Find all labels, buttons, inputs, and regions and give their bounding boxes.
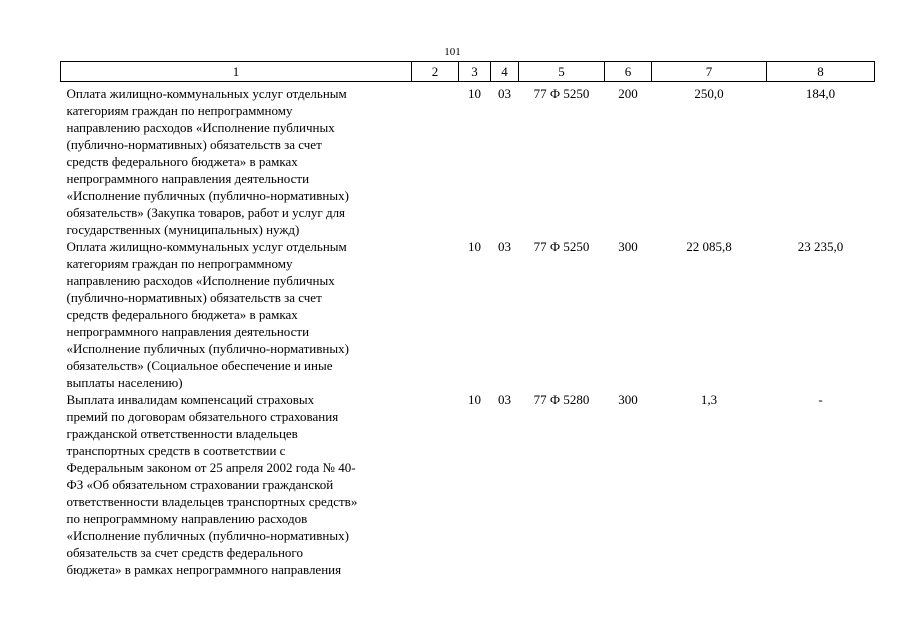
header-col-4: 4 bbox=[491, 62, 519, 82]
description-line: (публично-нормативных) обязательств за счет bbox=[66, 290, 322, 305]
description-line: (публично-нормативных) обязательств за счет bbox=[66, 137, 322, 152]
description-line: непрограммного направления деятельности bbox=[66, 171, 310, 186]
header-col-6: 6 bbox=[605, 62, 652, 82]
row-subsection: 03 bbox=[498, 392, 511, 407]
row-section: 10 bbox=[468, 392, 481, 407]
description-line: Федеральным законом от 25 апреля 2002 года № 40- bbox=[66, 460, 356, 475]
row-section: 10 bbox=[468, 239, 481, 254]
header-row bbox=[61, 62, 875, 82]
description-line: обязательств за счет средств федерального bbox=[66, 545, 303, 560]
description-line: «Исполнение публичных (публично-нормативных) bbox=[66, 528, 349, 543]
description-line: категориям граждан по непрограммному bbox=[66, 256, 293, 271]
page-number: 101 bbox=[444, 46, 461, 58]
description-line: «Исполнение публичных (публично-нормативных) bbox=[66, 341, 349, 356]
row-amount-1: 22 085,8 bbox=[686, 239, 732, 254]
description-line: обязательств» (Закупка товаров, работ и услуг для bbox=[66, 205, 346, 220]
description-line: Оплата жилищно-коммунальных услуг отдельным bbox=[66, 86, 347, 101]
description-line: бюджета» в рамках непрограммного направления bbox=[66, 562, 342, 577]
description-line: транспортных средств в соответствии с bbox=[66, 443, 286, 458]
row-amount-2: 184,0 bbox=[805, 86, 836, 101]
row-subsection: 03 bbox=[498, 86, 511, 101]
row-description bbox=[61, 82, 412, 239]
description-line: направлению расходов «Исполнение публичных bbox=[66, 120, 335, 135]
description-line: премий по договорам обязательного страхования bbox=[66, 409, 339, 424]
description-line: Оплата жилищно-коммунальных услуг отдельным bbox=[66, 239, 347, 254]
description-line: направлению расходов «Исполнение публичных bbox=[66, 273, 335, 288]
row-target-article: 77 Ф 5250 bbox=[533, 239, 590, 254]
row-amount-1: 1,3 bbox=[700, 392, 718, 407]
header-col-8: 8 bbox=[767, 62, 875, 82]
row-description bbox=[61, 391, 412, 578]
row-col-2 bbox=[412, 238, 459, 391]
table-row bbox=[61, 238, 875, 391]
row-amount-2: - bbox=[818, 392, 823, 407]
description-line: категориям граждан по непрограммному bbox=[66, 103, 293, 118]
row-expense-type: 200 bbox=[618, 86, 638, 101]
description-line: обязательств» (Социальное обеспечение и иные bbox=[66, 358, 333, 373]
table-row bbox=[61, 82, 875, 239]
row-target-article: 77 Ф 5280 bbox=[533, 392, 590, 407]
row-description bbox=[61, 238, 412, 391]
row-target-article: 77 Ф 5250 bbox=[533, 86, 590, 101]
row-subsection: 03 bbox=[498, 239, 511, 254]
description-line: ответственности владельцев транспортных средств» bbox=[66, 494, 358, 509]
table-row bbox=[61, 391, 875, 578]
row-col-2 bbox=[412, 391, 459, 578]
description-line: средств федерального бюджета» в рамках bbox=[66, 154, 298, 169]
description-line: гражданской ответственности владельцев bbox=[66, 426, 298, 441]
description-line: «Исполнение публичных (публично-нормативных) bbox=[66, 188, 349, 203]
header-col-7: 7 bbox=[652, 62, 767, 82]
row-amount-2: 23 235,0 bbox=[797, 239, 844, 254]
header-col-2: 2 bbox=[412, 62, 459, 82]
header-col-3: 3 bbox=[459, 62, 491, 82]
description-line: Выплата инвалидам компенсаций страховых bbox=[66, 392, 315, 407]
row-section: 10 bbox=[468, 86, 481, 101]
row-expense-type: 300 bbox=[618, 392, 638, 407]
description-line: по непрограммному направлению расходов bbox=[66, 511, 308, 526]
description-line: выплаты населению) bbox=[66, 375, 183, 390]
header-col-5: 5 bbox=[519, 62, 605, 82]
description-line: непрограммного направления деятельности bbox=[66, 324, 310, 339]
header-col-1: 1 bbox=[61, 62, 412, 82]
description-line: средств федерального бюджета» в рамках bbox=[66, 307, 298, 322]
row-amount-1: 250,0 bbox=[694, 86, 724, 101]
row-expense-type: 300 bbox=[618, 239, 638, 254]
row-col-2 bbox=[412, 82, 459, 239]
description-line: государственных (муниципальных) нужд) bbox=[66, 222, 300, 237]
budget-table bbox=[60, 61, 875, 578]
description-line: ФЗ «Об обязательном страховании гражданской bbox=[66, 477, 334, 492]
